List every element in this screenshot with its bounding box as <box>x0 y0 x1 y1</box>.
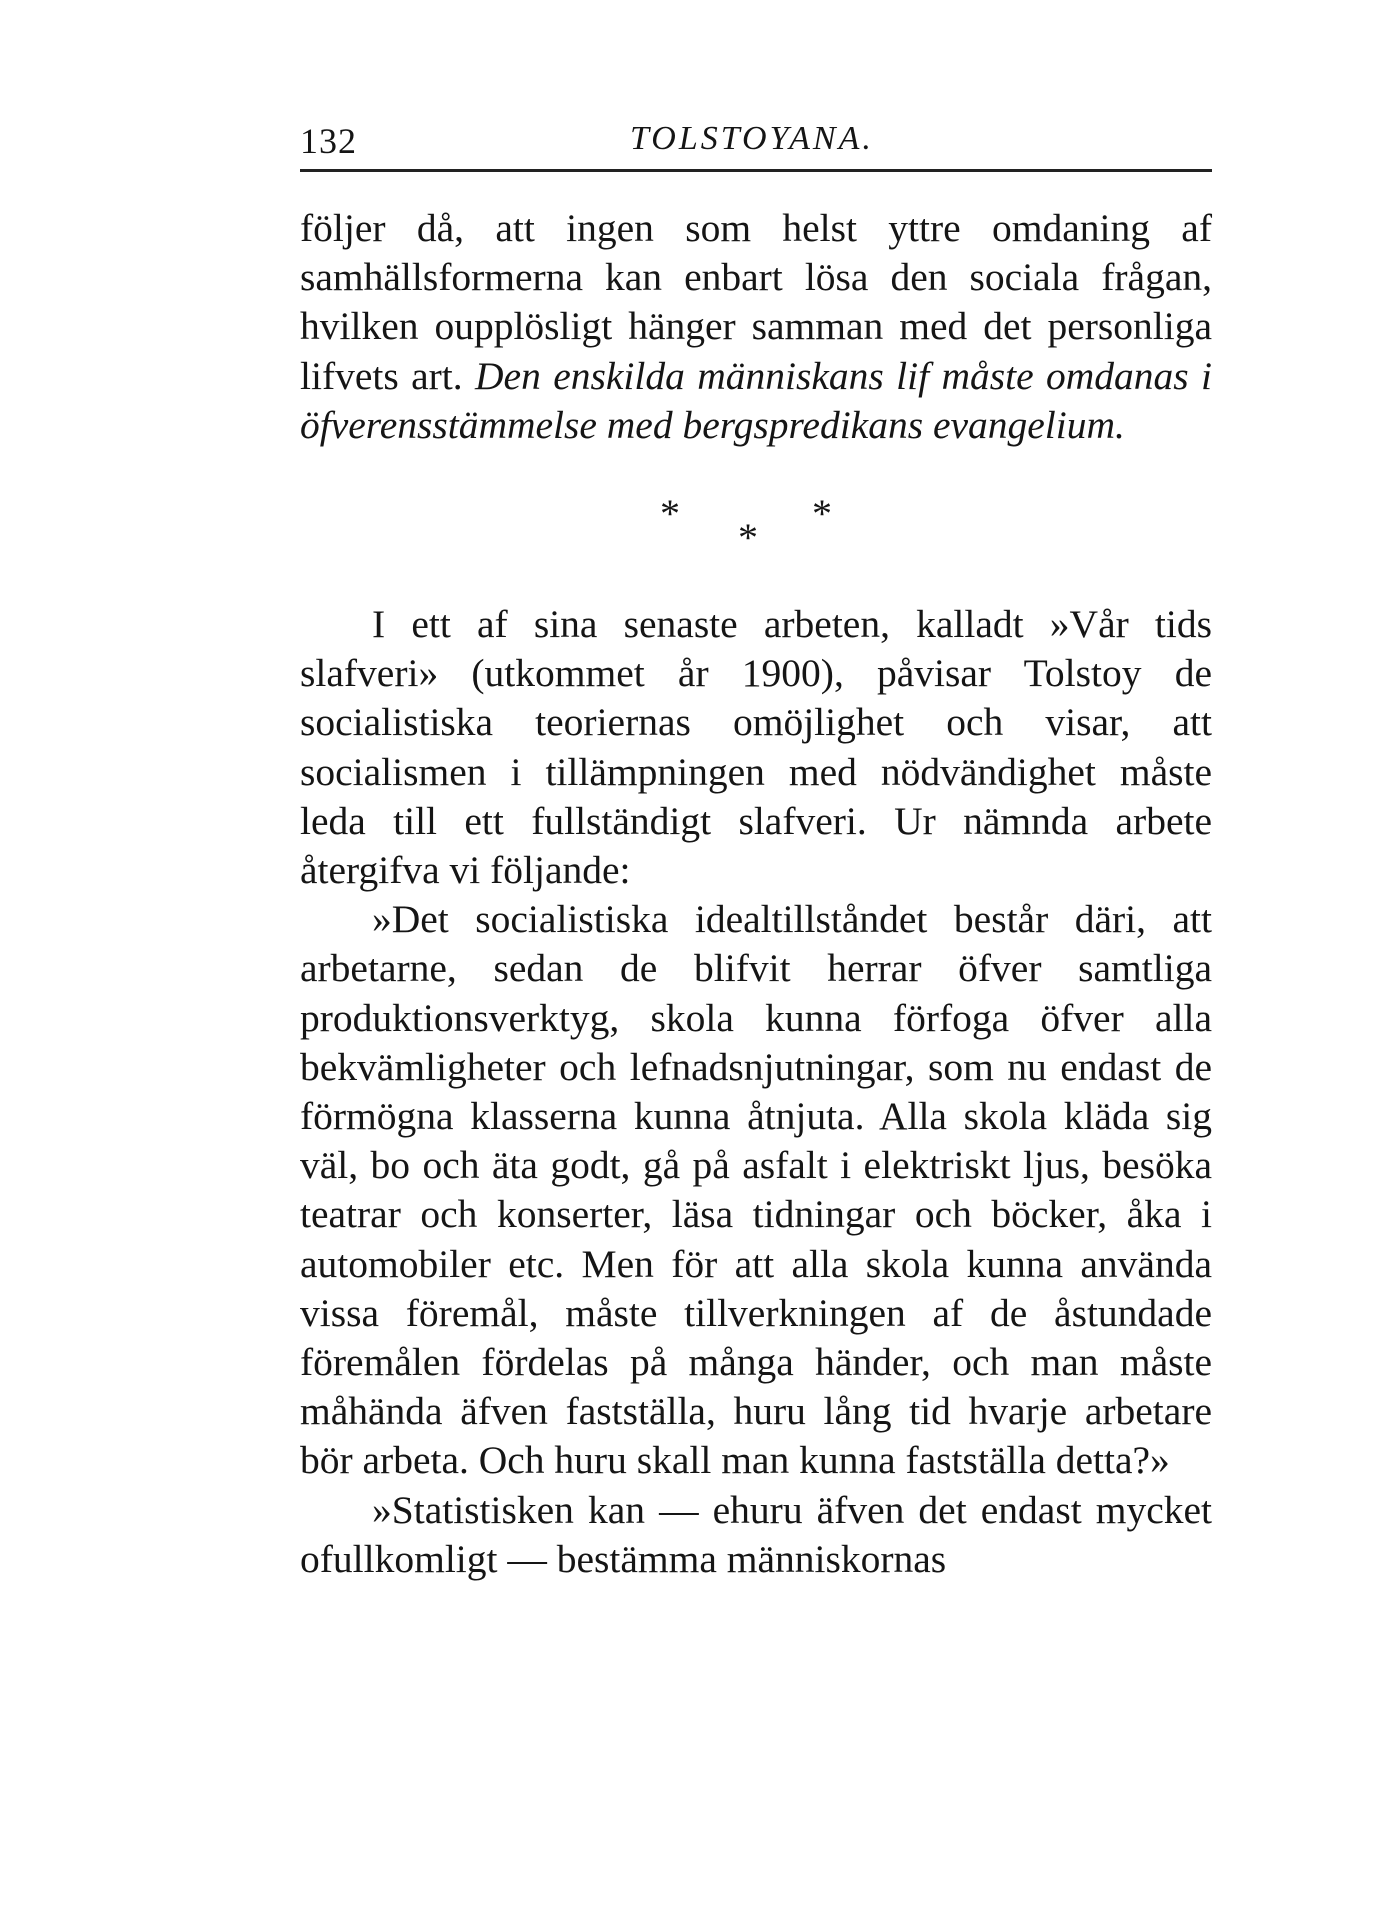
asterisk-left: * <box>660 491 680 537</box>
page-header <box>300 120 1210 166</box>
paragraph-3: »Det socialistiska idealtillståndet består däri, att arbetarne, sedan de blifvit herrar öfver samtliga produktionsverktyg, skola kunna förfoga öfver alla bekvämligheter och lefnadsnjutningar, som nu endast de förmögna klasserna kunna åtnjuta. Alla skola kläda sig väl, bo och äta godt, gå på asfalt i elektriskt ljus, besöka teatrar och konserter, läsa tidningar och böcker, åka i automobiler etc. Men för att alla skola kunna använda vissa föremål, måste tillverkningen af de åstundade föremålen fördelas på många händer, och man måste måhända äfven fastställa, huru lång tid hvarje arbetare bör arbeta. Och huru skall man kunna fastställa detta?» <box>300 897 1212 1483</box>
header-rule <box>300 169 1212 172</box>
running-title: TOLSTOYANA. <box>630 120 874 157</box>
paragraph-4: »Statistisken kan — ehuru äfven det endast mycket ofullkomligt — bestämma människornas <box>300 1487 1212 1581</box>
body-text <box>300 204 1212 1584</box>
page-number: 132 <box>300 121 357 161</box>
paragraph-1 <box>300 204 1212 450</box>
asterisk-right: * <box>812 491 832 537</box>
paragraph-1-italic: Den enskilda människans lif måste omdanas i öfverensstämmelse med bergspredikans evangelium. <box>300 353 1212 447</box>
paragraph-1-roman: följer då, att ingen som helst yttre omdaning af samhällsformerna kan enbart lösa den sociala frågan, hvilken oupplösligt hänger samman med det personliga lifvets art. <box>300 206 1212 398</box>
paragraph-2: I ett af sina senaste arbeten, kalladt »Vår tids slafveri» (utkommet år 1900), påvisar Tolstoy de socialistiska teoriernas omöjlighet och visar, att socialismen i tillämpningen med nödvändighet måste leda till ett fullständigt slafveri. Ur nämnda arbete återgifva vi följande: <box>300 602 1212 893</box>
asterisk-middle: * <box>738 515 758 561</box>
section-separator <box>300 450 1212 600</box>
